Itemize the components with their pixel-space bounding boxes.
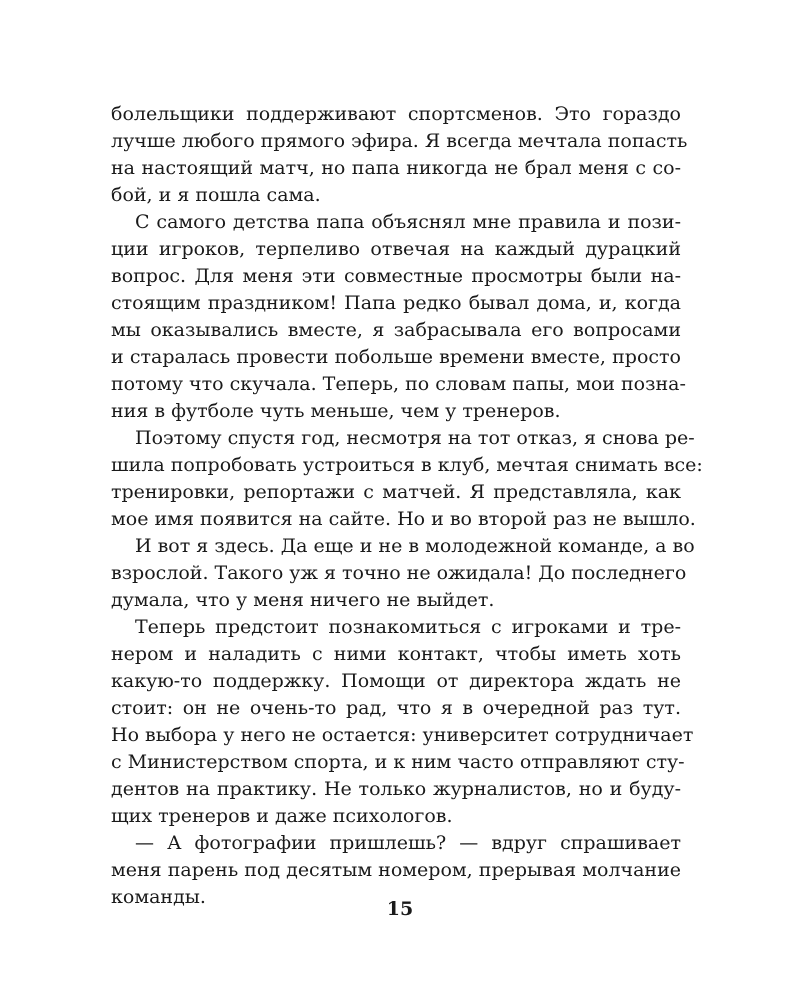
paragraph (111, 425, 703, 533)
text-line: болельщики поддерживают спортсменов. Это гораздо (111, 103, 681, 125)
paragraph (111, 209, 686, 425)
text-line: команды. (111, 886, 206, 908)
text-line: — А фотографии пришлешь? — вдруг спрашивает (135, 832, 681, 854)
paragraph (111, 101, 688, 209)
text-line: думала, что у меня ничего не выйдет. (111, 589, 495, 611)
text-line: мы оказывались вместе, я забрасывала его вопросами (111, 319, 681, 341)
text-line: щих тренеров и даже психологов. (111, 805, 453, 827)
text-line: С самого детства папа объяснял мне правила и пози- (135, 211, 681, 233)
text-line: стоит: он не очень-то рад, что я в очередной раз тут. (111, 697, 681, 719)
text-line: на настоящий матч, но папа никогда не брал меня с со- (111, 157, 681, 179)
text-line: Но выбора у него не остается: университет сотрудничает (111, 724, 694, 746)
text-line: меня парень под десятым номером, прерывая молчание (111, 859, 681, 881)
body-text (111, 101, 703, 911)
text-line: шила попробовать устроиться в клуб, мечтая снимать все: (111, 454, 703, 476)
text-line: стоящим праздником! Папа редко бывал дома, и, когда (111, 292, 681, 314)
text-line: и старалась провести побольше времени вместе, просто (111, 346, 681, 368)
text-line: ния в футболе чуть меньше, чем у тренеров. (111, 400, 561, 422)
page-number: 15 (386, 898, 414, 920)
text-line: вопрос. Для меня эти совместные просмотры были на- (111, 265, 681, 287)
text-line: Поэтому спустя год, несмотря на тот отказ, я снова ре- (135, 427, 695, 449)
text-line: с Министерством спорта, и к ним часто отправляют сту- (111, 751, 685, 773)
text-line: потому что скучала. Теперь, по словам папы, мои позна- (111, 373, 686, 395)
text-line: лучше любого прямого эфира. Я всегда мечтала попасть (111, 130, 688, 152)
text-line: ции игроков, терпеливо отвечая на каждый дурацкий (111, 238, 681, 260)
text-line: И вот я здесь. Да еще и не в молодежной команде, а во (135, 535, 695, 557)
text-line: дентов на практику. Не только журналистов, но и буду- (111, 778, 681, 800)
text-line: нером и наладить с ними контакт, чтобы иметь хоть (111, 643, 681, 665)
text-line: тренировки, репортажи с матчей. Я представляла, как (111, 481, 681, 503)
text-line: Теперь предстоит познакомиться с игроками и тре- (135, 616, 681, 638)
text-line: взрослой. Такого уж я точно не ожидала! До последнего (111, 562, 687, 584)
paragraph (111, 614, 694, 830)
paragraph (111, 533, 695, 614)
text-line: мое имя появится на сайте. Но и во второй раз не вышло. (111, 508, 696, 530)
text-line: какую-то поддержку. Помощи от директора ждать не (111, 670, 681, 692)
text-line: бой, и я пошла сама. (111, 184, 321, 206)
